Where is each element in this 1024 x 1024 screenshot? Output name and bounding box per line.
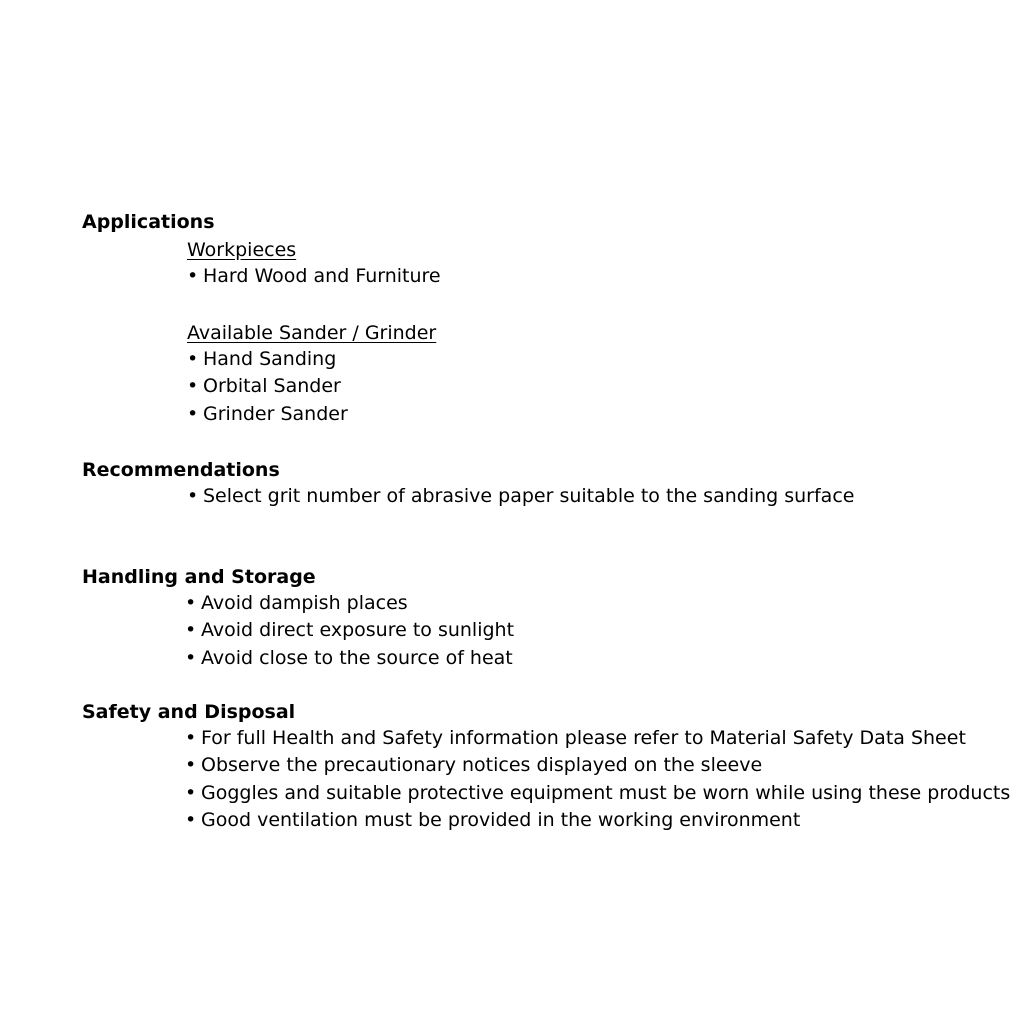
sander-list [187, 346, 348, 428]
workpieces-subheading: Workpieces [187, 239, 297, 261]
list-item: • For full Health and Safety information please refer to Material Safety Data Sheet [185, 725, 1010, 752]
sander-subheading: Available Sander / Grinder [187, 322, 437, 344]
list-item: • Select grit number of abrasive paper suitable to the sanding surface [187, 483, 854, 510]
list-item: • Good ventilation must be provided in the working environment [185, 807, 1010, 834]
safety-disposal-list [185, 725, 1010, 834]
bullet: • [185, 754, 197, 777]
list-item: • Orbital Sander [187, 373, 348, 400]
list-item: • Goggles and suitable protective equipment must be worn while using these products [185, 780, 1010, 807]
recommendations-heading: Recommendations [82, 459, 280, 481]
list-item: • Observe the precautionary notices displayed on the sleeve [185, 752, 1010, 779]
safety-disposal-heading: Safety and Disposal [82, 701, 296, 723]
list-item: • Avoid direct exposure to sunlight [185, 617, 514, 644]
bullet: • [187, 348, 199, 370]
bullet: • [185, 592, 197, 614]
list-item: • Avoid dampish places [185, 590, 514, 617]
bullet: • [187, 402, 199, 425]
handling-storage-list [185, 590, 514, 672]
bullet: • [185, 808, 197, 831]
bullet: • [185, 727, 197, 749]
list-item: • Grinder Sander [187, 401, 348, 428]
applications-heading: Applications [82, 211, 215, 233]
workpieces-list [187, 263, 441, 290]
list-item: • Hard Wood and Furniture [187, 263, 441, 290]
bullet: • [187, 265, 199, 287]
recommendations-list [187, 483, 854, 510]
bullet: • [185, 646, 197, 669]
bullet: • [185, 619, 197, 642]
bullet: • [185, 781, 197, 804]
list-item: • Avoid close to the source of heat [185, 645, 514, 672]
bullet: • [187, 485, 199, 507]
list-item: • Hand Sanding [187, 346, 348, 373]
handling-storage-heading: Handling and Storage [82, 566, 316, 588]
bullet: • [187, 375, 199, 398]
